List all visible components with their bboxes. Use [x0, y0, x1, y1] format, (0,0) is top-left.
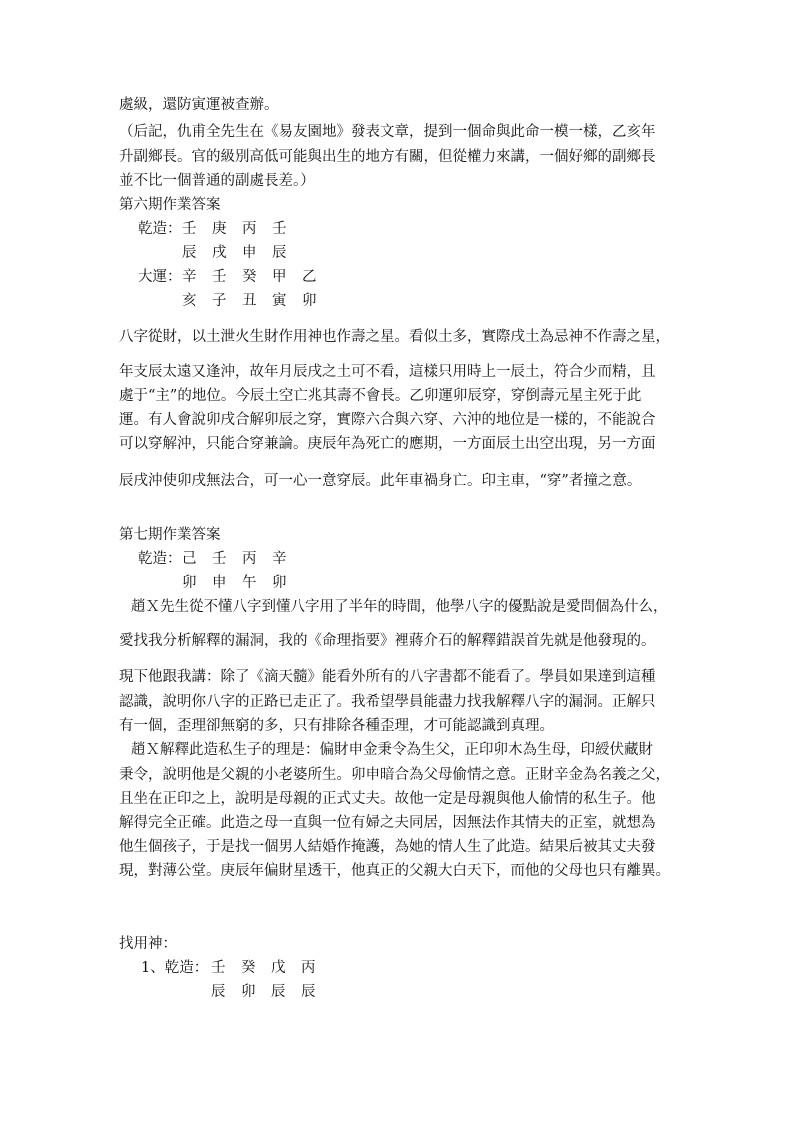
stem: 癸 [242, 269, 257, 285]
branch: 子 [212, 293, 227, 309]
text-line: 且坐在正印之上，說明是母親的正式丈夫。故他一定是母親與他人偷情的私生子。他 [119, 791, 656, 807]
branch: 辰 [182, 245, 197, 261]
stem: 辛 [272, 551, 287, 567]
stem: 壬 [272, 221, 287, 237]
text-line: 解得完全正確。此造之母一直與一位有婦之夫同居，因無法作其情夫的正室，就想為 [119, 815, 656, 831]
text-line: 處級，還防寅運被查辦。 [119, 97, 279, 113]
branch: 卯 [182, 575, 197, 591]
text-line: 趙Ｘ解釋此造私生子的理是：偏財申金秉令為生父，正印卯木為生母，印綬伏藏財 [131, 742, 653, 758]
stem: 庚 [212, 221, 227, 237]
stem: 丙 [242, 551, 257, 567]
text-line: 辰戌沖使卯戌無法合，可一心一意穿辰。此年車禍身亡。印主車，“穿”者撞之意。 [119, 473, 642, 489]
branch: 卯 [272, 575, 287, 591]
chart-row [182, 244, 302, 262]
stem: 癸 [241, 960, 256, 976]
text-line: 有一個，歪理卻無窮的多，只有排除各種歪理，才可能認識到真理。 [119, 718, 554, 734]
branch: 亥 [182, 293, 197, 309]
chart-row [138, 550, 302, 568]
text-line: 年支辰太遠又逢沖，故年月辰戌之土可不看，這樣只用時上一辰土，符合少而精，且 [119, 364, 656, 380]
text-line: 認識，說明你八字的正路已走正了。我希望學員能盡力找我解釋八字的漏洞。正解只 [119, 694, 656, 710]
text-line: 可以穿解沖，只能合穿兼論。庚辰年為死亡的應期，一方面辰土出空出現，另一方面 [119, 436, 656, 452]
branch: 辰 [271, 984, 286, 1000]
text-line: 趙Ｘ先生從不懂八字到懂八字用了半年的時間，他學八字的優點說是愛問個為什么， [131, 599, 668, 615]
stem: 壬 [212, 551, 227, 567]
branch: 申 [242, 245, 257, 261]
chart-label: 乾造： [138, 551, 182, 567]
branch: 辰 [211, 984, 226, 1000]
stem: 乙 [302, 269, 317, 285]
text-line: 他生個孩子，于是找一個男人結婚作掩護，為她的情人生了此造。結果后被其丈夫發 [119, 839, 656, 855]
branch: 卯 [241, 984, 256, 1000]
text-line: 並不比一個普通的副處長差。） [119, 173, 315, 189]
section-title: 第七期作業答案 [119, 527, 221, 543]
branch: 丑 [242, 293, 257, 309]
stem: 丙 [301, 960, 316, 976]
chart-label: 1、乾造： [141, 960, 209, 976]
branch: 寅 [272, 293, 287, 309]
branch: 午 [242, 575, 257, 591]
stem: 己 [182, 551, 197, 567]
stem: 壬 [211, 960, 226, 976]
text-line: 秉令，說明他是父親的小老婆所生。卯申暗合為父母偷情之意。正財辛金為名義之父， [119, 767, 670, 783]
chart-row [211, 983, 331, 1001]
section-title: 找用神： [119, 936, 177, 952]
text-line: 現下他跟我講：除了《滴天髓》能看外所有的八字書都不能看了。學員如果達到這種 [119, 669, 656, 685]
chart-row [182, 574, 302, 592]
text-line: 運。有人會說卯戌合解卯辰之穿，實際六合與六穿、六沖的地位是一樣的，不能說合 [119, 412, 656, 428]
text-line: 愛找我分析解釋的漏洞，我的《命理指要》裡蔣介石的解釋錯誤首先就是他發現的。 [119, 633, 656, 649]
section-title: 第六期作業答案 [119, 197, 221, 213]
chart-label: 乾造： [138, 221, 182, 237]
stem: 壬 [182, 221, 197, 237]
branch: 辰 [272, 245, 287, 261]
chart-row [138, 268, 332, 286]
text-line: （后記，仇甫全先生在《易友園地》發表文章，提到一個命與此命一模一樣，乙亥年 [119, 124, 656, 140]
text-line: 現，對薄公堂。庚辰年偏財星透干，他真正的父親大白天下，而他的父母也只有離異。 [119, 863, 670, 879]
chart-label: 大運： [138, 269, 182, 285]
branch: 卯 [302, 293, 317, 309]
stem: 壬 [212, 269, 227, 285]
branch: 辰 [301, 984, 316, 1000]
chart-row [182, 292, 332, 310]
chart-row [141, 959, 331, 977]
stem: 辛 [182, 269, 197, 285]
text-line: 處于“主”的地位。今辰土空亡兆其壽不會長。乙卯運卯辰穿，穿倒壽元星主死于此 [119, 388, 642, 404]
stem: 丙 [242, 221, 257, 237]
branch: 申 [212, 575, 227, 591]
text-line: 八字從財，以土泄火生財作用神也作壽之星。看似土多，實際戌土為忌神不作壽之星， [119, 329, 670, 345]
stem: 甲 [272, 269, 287, 285]
stem: 戊 [271, 960, 286, 976]
chart-row [138, 220, 302, 238]
branch: 戌 [212, 245, 227, 261]
text-line: 升副鄉長。官的級別高低可能與出生的地方有關，但從權力來講，一個好鄉的副鄉長 [119, 149, 656, 165]
